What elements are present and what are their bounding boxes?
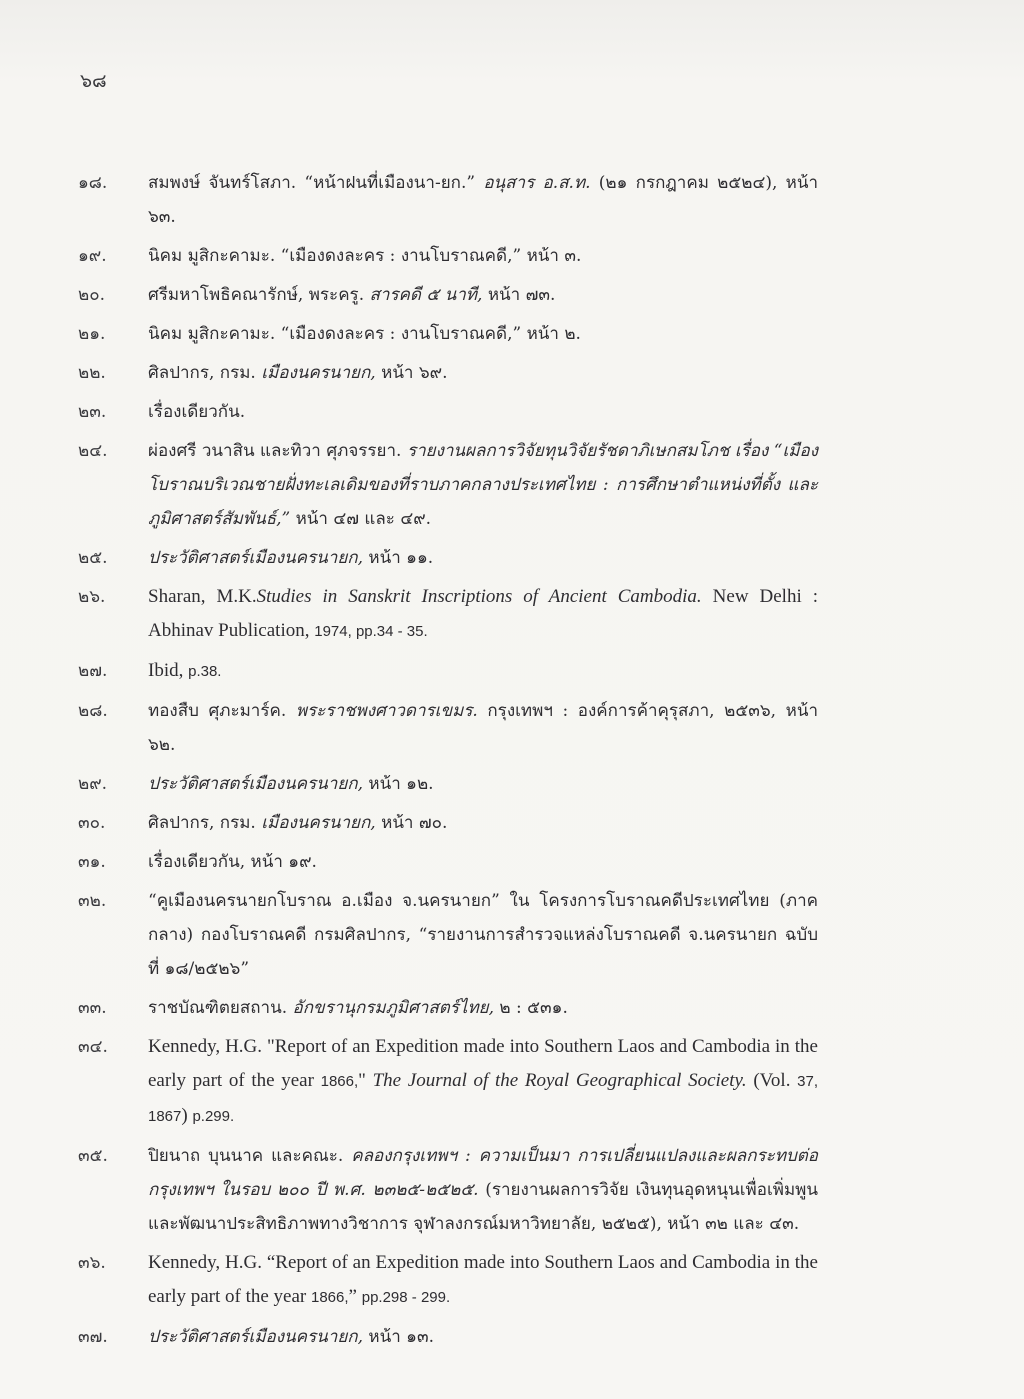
- footnote-text-segment: 1974, pp.34 - 35.: [314, 623, 428, 640]
- footnote-item: [78, 395, 818, 429]
- footnote-text-segment: หน้า ๖๙.: [375, 363, 448, 383]
- footnote-text: [148, 1320, 818, 1354]
- footnote-item: [78, 580, 818, 649]
- footnote-title-italic: อักขรานุกรมภูมิศาสตร์ไทย,: [292, 998, 495, 1018]
- footnote-text-segment: Ibid,: [148, 660, 189, 681]
- footnote-text-segment: หน้า ๔๗ และ ๔๙.: [290, 509, 432, 529]
- footnote-text: [148, 580, 818, 649]
- footnote-title-italic: อนุสาร อ.ส.ท.: [483, 173, 591, 193]
- footnote-text: [148, 1030, 818, 1134]
- footnote-title-italic: เมืองนครนายก,: [261, 363, 376, 383]
- footnote-text-segment: Kennedy, H.G. "Report of an Expedition made into Southern Laos and Cambodia in the early part of the year: [148, 1036, 818, 1091]
- footnote-text-segment: ผ่องศรี วนาสิน และทิวา ศุภจรรยา.: [148, 441, 407, 461]
- footnote-item: [78, 1030, 818, 1134]
- footnote-list: [78, 166, 818, 1359]
- footnote-number: ๒๘.: [78, 701, 108, 721]
- footnote-text-segment: ศิลปากร, กรม.: [148, 813, 262, 833]
- footnote-text-segment: ๒ : ๕๓๑.: [494, 998, 568, 1018]
- footnote-text-segment: ราชบัณฑิตยสถาน.: [148, 998, 293, 1018]
- footnote-item: [78, 541, 818, 575]
- footnote-text: [148, 767, 818, 801]
- footnote-text-segment: 1866,: [320, 1073, 359, 1090]
- footnote-text: [148, 806, 818, 840]
- footnote-text-segment: p.38.: [188, 663, 222, 680]
- footnote-text-segment: Sharan, M.K.: [148, 586, 257, 607]
- footnote-item: [78, 1320, 818, 1354]
- footnote-text: [148, 239, 818, 273]
- footnote-number: ๒๓.: [78, 402, 107, 422]
- footnote-number: ๓๑.: [78, 852, 106, 872]
- footnote-text-segment: 1866,: [311, 1289, 349, 1306]
- footnote-text-segment: ”: [348, 1286, 362, 1307]
- footnote-text: [148, 1139, 818, 1241]
- footnote-text-segment: กรุงเทพฯ : องค์การค้าคุรุสภา, ๒๕๓๖, หน้า ๖๒.: [148, 701, 819, 755]
- footnote-item: [78, 1139, 818, 1241]
- footnote-number: ๒๒.: [78, 363, 106, 383]
- footnote-text-segment: p.299.: [192, 1108, 235, 1125]
- footnote-item: [78, 166, 818, 234]
- footnote-number: ๓๔.: [78, 1037, 108, 1057]
- footnote-number: ๓๖.: [78, 1253, 106, 1273]
- footnote-number: ๒๑.: [78, 324, 106, 344]
- footnote-text-segment: เรื่องเดียวกัน, หน้า ๑๙.: [148, 852, 317, 872]
- footnote-text-segment: pp.298 - 299.: [361, 1289, 451, 1306]
- footnote-text-segment: ทองสืบ ศุภะมาร์ค.: [148, 701, 296, 721]
- footnote-number: ๒๔.: [78, 441, 108, 461]
- footnote-text: [148, 541, 818, 575]
- footnote-text-segment: หน้า ๑๓.: [363, 1327, 434, 1347]
- footnote-number: ๒๗.: [78, 661, 108, 681]
- footnote-number: ๒๙.: [78, 774, 108, 794]
- footnote-item: [78, 239, 818, 273]
- footnote-text-segment: (Vol.: [746, 1070, 798, 1091]
- footnote-item: [78, 317, 818, 351]
- footnote-text-segment: “คูเมืองนครนายกโบราณ อ.เมือง จ.นครนายก” ใน โครงการโบราณคดีประเทศไทย (ภาคกลาง) กองโบราณคดี กรมศิลปากร, “รายงานการสำรวจแหล่งโบราณคดี จ.นครนายก ฉบับที่ ๑๘/๒๕๒๖”: [148, 891, 818, 979]
- footnote-text-segment: หน้า ๗๓.: [482, 285, 556, 305]
- footnote-number: ๓๓.: [78, 998, 107, 1018]
- footnote-text: [148, 1246, 818, 1315]
- footnote-text: [148, 278, 818, 312]
- footnote-number: ๓๒.: [78, 891, 107, 911]
- footnote-number: ๑๘.: [78, 173, 108, 193]
- footnote-text: [148, 395, 818, 429]
- footnote-text: [148, 356, 818, 390]
- footnote-number: ๓๗.: [78, 1327, 108, 1347]
- footnote-number: ๓๐.: [78, 813, 106, 833]
- footnote-title-italic: รายงานผลการวิจัยทุนวิจัยรัชดาภิเษกสมโภช เรื่อง “เมืองโบราณบริเวณชายฝั่งทะเลเดิมของที่ราบภาคกลางประเทศไทย : การศึกษาตำแหน่งที่ตั้ง และภูมิศาสตร์สัมพันธ์,”: [148, 441, 818, 529]
- footnote-text-segment: หน้า ๗๐.: [375, 813, 448, 833]
- footnote-text-segment: หน้า ๑๑.: [363, 548, 434, 568]
- footnote-item: [78, 278, 818, 312]
- footnote-item: [78, 694, 818, 762]
- footnote-title-italic: ประวัติศาสตร์เมืองนครนายก,: [148, 1327, 363, 1347]
- footnote-item: [78, 767, 818, 801]
- footnote-text: [148, 991, 818, 1025]
- footnote-text-segment: ): [181, 1105, 193, 1126]
- footnote-text-segment: ": [358, 1070, 373, 1091]
- footnote-text-segment: สมพงษ์ จันทร์โสภา. “หน้าฝนที่เมืองนา-ยก.”: [148, 173, 484, 193]
- footnote-number: ๒๐.: [78, 285, 105, 305]
- footnote-item: [78, 434, 818, 536]
- footnote-text: [148, 166, 818, 234]
- footnote-item: [78, 806, 818, 840]
- footnote-title-italic: ประวัติศาสตร์เมืองนครนายก,: [148, 774, 363, 794]
- footnote-item: [78, 356, 818, 390]
- footnote-text: [148, 884, 818, 986]
- footnote-title-italic: The Journal of the Royal Geographical Society.: [372, 1070, 747, 1091]
- footnote-text-segment: Kennedy, H.G. “Report of an Expedition made into Southern Laos and Cambodia in the early part of the year: [148, 1252, 818, 1307]
- footnote-text-segment: New Delhi : Abhinav Publication,: [148, 586, 819, 641]
- footnote-number: ๓๕.: [78, 1146, 108, 1166]
- page-number: ๖๘: [80, 70, 107, 92]
- footnote-number: ๑๙.: [78, 246, 107, 266]
- footnote-text: [148, 317, 818, 351]
- footnote-text-segment: (รายงานผลการวิจัย เงินทุนอุดหนุนเพื่อเพิ่มพูนและพัฒนาประสิทธิภาพทางวิชาการ จุฬาลงกรณ์มหาวิทยาลัย, ๒๕๒๕), หน้า ๓๒ และ ๔๓.: [148, 1180, 818, 1234]
- footnote-number: ๒๕.: [78, 548, 108, 568]
- footnote-item: [78, 884, 818, 986]
- footnote-text-segment: หน้า ๑๒.: [363, 774, 434, 794]
- footnote-title-italic: พระราชพงศาวดารเขมร.: [295, 701, 478, 721]
- footnote-text-segment: นิคม มูสิกะคามะ. “เมืองดงละคร : งานโบราณคดี,” หน้า ๓.: [148, 246, 582, 266]
- footnote-text-segment: (๒๑ กรกฎาคม ๒๕๒๔), หน้า ๖๓.: [148, 173, 818, 227]
- footnote-item: [78, 1246, 818, 1315]
- footnote-title-italic: เมืองนครนายก,: [261, 813, 376, 833]
- footnote-item: [78, 991, 818, 1025]
- footnote-title-italic: สารคดี ๕ นาที,: [369, 285, 483, 305]
- footnote-item: [78, 845, 818, 879]
- footnote-text: [148, 434, 818, 536]
- footnote-title-italic: Studies in Sanskrit Inscriptions of Ancient Cambodia.: [256, 586, 702, 607]
- footnote-item: [78, 654, 818, 689]
- footnote-text-segment: ศรีมหาโพธิคณารักษ์, พระครู.: [148, 285, 370, 305]
- footnote-text-segment: ศิลปากร, กรม.: [148, 363, 262, 383]
- footnote-text: [148, 654, 818, 689]
- footnote-text: [148, 694, 818, 762]
- footnote-text-segment: เรื่องเดียวกัน.: [148, 402, 246, 422]
- footnote-text-segment: ปิยนาถ บุนนาค และคณะ.: [148, 1146, 352, 1166]
- footnote-number: ๒๖.: [78, 587, 106, 607]
- footnote-text: [148, 845, 818, 879]
- footnote-title-italic: ประวัติศาสตร์เมืองนครนายก,: [148, 548, 363, 568]
- footnote-text-segment: นิคม มูสิกะคามะ. “เมืองดงละคร : งานโบราณคดี,” หน้า ๒.: [148, 324, 581, 344]
- footnote-text-segment: 37, 1867: [148, 1073, 818, 1125]
- footnote-title-italic: คลองกรุงเทพฯ : ความเป็นมา การเปลี่ยนแปลงและผลกระทบต่อกรุงเทพฯ ในรอบ ๒๐๐ ปี พ.ศ. ๒๓๒๕-๒๕๒๕.: [148, 1146, 818, 1200]
